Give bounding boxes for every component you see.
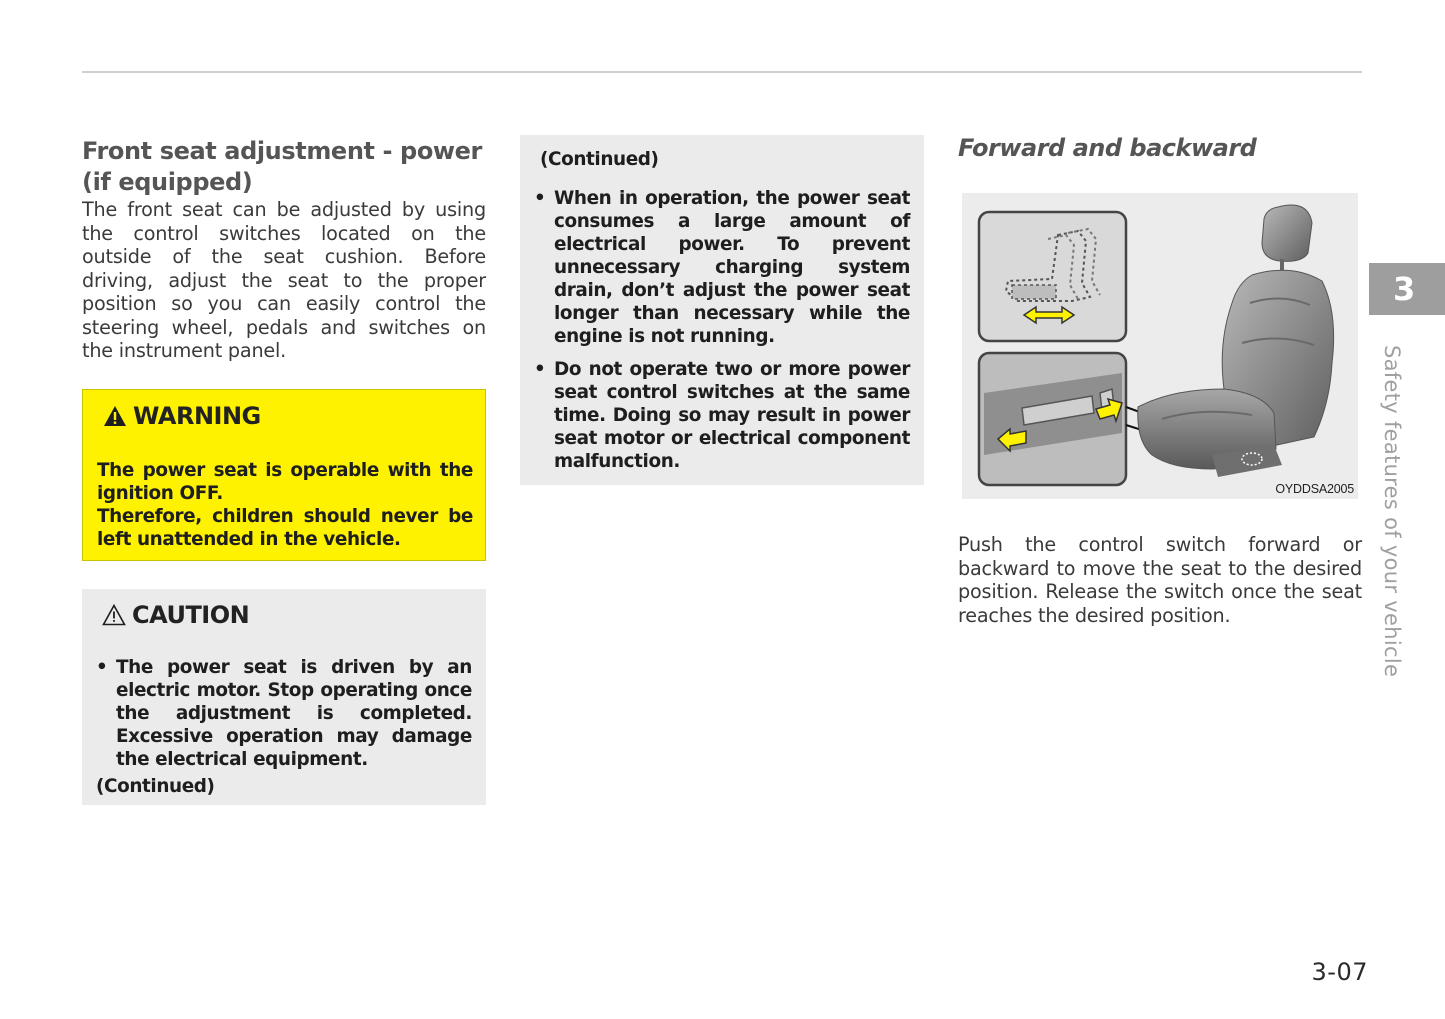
warning-body (97, 459, 473, 551)
header-rule (82, 71, 1362, 73)
caution-body (96, 656, 472, 771)
continued-label-2: (Continued) (540, 149, 659, 170)
caution-item-2: • When in operation, the power seat consumes a large amount of electrical power. To prevent unnecessary charging system drain, don’t adjust the power seat longer than necessary while the engine is not running. (534, 187, 910, 348)
forward-backward-paragraph: Push the control switch forward or backward to move the seat to the desired position. Release the switch once the seat reaches the desired position. (958, 533, 1362, 627)
warning-line-2: Therefore, children should never be left unattended in the vehicle. (97, 506, 473, 550)
warning-header (103, 402, 261, 430)
warning-box (82, 389, 486, 561)
chapter-number: 3 (1393, 270, 1416, 308)
inset-seat-diagram (979, 212, 1126, 341)
seat-drawing (1138, 205, 1334, 477)
chapter-title: Safety features of your vehicle (1380, 345, 1404, 678)
caution-header (102, 601, 249, 629)
figure-code: OYDDSA2005 (1275, 482, 1354, 496)
caution-triangle-icon (102, 604, 126, 626)
caution-item-1: • The power seat is driven by an electric motor. Stop operating once the adjustment is completed. Excessive operation may damage the electrical equipment. (96, 656, 472, 771)
forward-backward-title: Forward and backward (958, 134, 1257, 162)
caution-label: CAUTION (132, 601, 250, 629)
intro-paragraph: The front seat can be adjusted by using the control switches located on the outside of the seat cushion. Before driving, adjust the seat to the proper position so you can easily control the steering wheel, pedals and switches on the instrument panel. (82, 198, 486, 362)
caution-item-3: • Do not operate two or more power seat control switches at the same time. Doing so may result in power seat motor or electrical component malfunction. (534, 358, 910, 473)
power-seat-illustration (962, 193, 1358, 499)
warning-label: WARNING (133, 402, 261, 430)
seat-figure (962, 193, 1358, 499)
section-title: Front seat adjustment - power (if equipped) (82, 137, 482, 196)
page-number: 3-07 (1311, 958, 1368, 986)
caution-continued-box (520, 135, 924, 485)
inset-switch-closeup (979, 353, 1126, 485)
continued-label-1: (Continued) (96, 776, 215, 797)
warning-line-1: The power seat is operable with the ignition OFF. (97, 460, 473, 504)
caution-continued-body (534, 187, 910, 473)
caution-box (82, 589, 486, 805)
warning-triangle-icon (103, 405, 127, 427)
chapter-tab (1369, 263, 1445, 315)
